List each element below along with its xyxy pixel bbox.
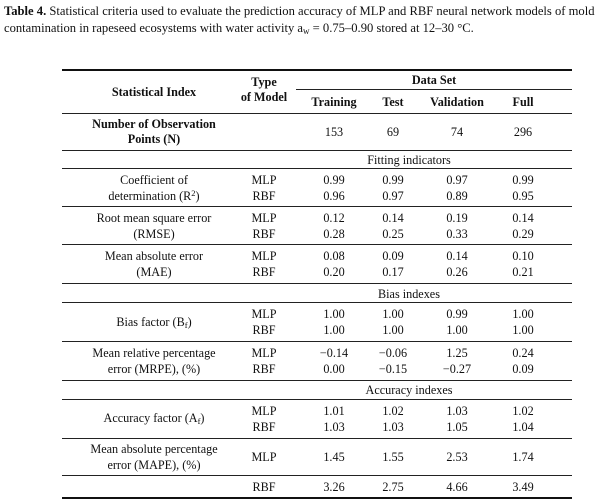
mae-label-line1: Mean absolute error [104,249,204,263]
header-data-set: Data Set [411,73,457,87]
row-rule [62,302,572,303]
data-set-underline [296,89,572,90]
table-top-rule [62,69,572,71]
mrpe-rbf-type: RBF [252,362,276,376]
bf-mlp-training: 1.00 [323,307,345,321]
mape-rbf-full: 3.49 [512,480,534,494]
af-mlp-validation: 1.03 [446,404,468,418]
r2-rbf-test: 0.97 [382,189,404,203]
mae-rbf-test: 0.17 [382,265,404,279]
af-rbf-validation: 1.05 [446,420,468,434]
bf-mlp-type: MLP [251,307,277,321]
r2-mlp-type: MLP [251,173,277,187]
mae-mlp-test: 0.09 [382,249,404,263]
mae-label-line2: (MAE) [136,265,172,279]
mrpe-label-line1: Mean relative percentage [92,346,216,360]
mae-rbf-type: RBF [252,265,276,279]
mrpe-mlp-test: −0.06 [378,346,408,360]
row-rule [62,206,572,207]
af-mlp-full: 1.02 [512,404,534,418]
af-mlp-training: 1.01 [323,404,345,418]
r2-label-line2: determination $(R^2)$ [108,188,200,203]
rmse-rbf-full: 0.29 [512,227,534,241]
rmse-rbf-validation: 0.33 [446,227,468,241]
r2-mlp-training: 0.99 [323,173,345,187]
mape-rbf-test: 2.75 [382,480,404,494]
rmse-rbf-test: 0.25 [382,227,404,241]
bf-rbf-type: RBF [252,323,276,337]
mae-rbf-validation: 0.26 [446,265,468,279]
section-fitting: Fitting indicators [367,153,451,167]
r2-mlp-validation: 0.97 [446,173,468,187]
mape-label-line1: Mean absolute percentage [90,442,218,456]
mape-rbf-training: 3.26 [323,480,345,494]
row-rule [62,475,572,476]
row-rule [62,438,572,439]
header-type-line1: Type [251,75,277,89]
r2-rbf-type: RBF [252,189,276,203]
observations-full: 296 [513,125,533,139]
row-rule [62,283,572,284]
bf-mlp-validation: 0.99 [446,307,468,321]
af-label: Accuracy factor $(A_f)$ [103,411,205,426]
mrpe-mlp-validation: 1.25 [446,346,468,360]
mape-mlp-validation: 2.53 [446,450,468,464]
observations-label-line1: Number of Observation [92,117,216,131]
bf-label: Bias factor $(B_f)$ [116,315,192,330]
af-mlp-test: 1.02 [382,404,404,418]
row-rule [62,150,572,151]
rmse-label-line2: (RMSE) [133,227,175,241]
row-rule [62,244,572,245]
rmse-mlp-validation: 0.19 [446,211,468,225]
mape-rbf-type: RBF [252,480,276,494]
caption-sub: w [303,26,310,36]
rmse-mlp-type: MLP [251,211,277,225]
r2-rbf-training: 0.96 [323,189,345,203]
bf-mlp-full: 1.00 [512,307,534,321]
mape-mlp-full: 1.74 [512,450,534,464]
row-rule [62,380,572,381]
mrpe-rbf-training: 0.00 [323,362,345,376]
af-mlp-type: MLP [251,404,277,418]
header-training: Training [311,95,357,109]
mrpe-label-line2: error (MRPE), (%) [107,362,201,376]
af-rbf-training: 1.03 [323,420,345,434]
mape-mlp-type: MLP [251,450,277,464]
table-label: Table 4. [4,4,47,18]
header-full: Full [512,95,534,109]
mae-rbf-full: 0.21 [512,265,534,279]
observations-validation: 74 [450,125,464,139]
mrpe-rbf-full: 0.09 [512,362,534,376]
caption-text: Statistical criteria used to evaluate the prediction accuracy of MLP and RBF neural network models of mold contamination in rapeseed ecosystems with water activity a [4,4,595,35]
observations-training: 153 [324,125,344,139]
rmse-mlp-full: 0.14 [512,211,534,225]
caption-text-end: = 0.75–0.90 stored at 12–30 °C. [309,21,474,35]
header-bottom-rule [62,113,572,114]
r2-label-line1: Coefficient of [120,173,188,187]
rmse-label-line1: Root mean square error [96,211,212,225]
mrpe-rbf-validation: −0.27 [442,362,472,376]
mrpe-mlp-full: 0.24 [512,346,534,360]
mrpe-rbf-test: −0.15 [378,362,408,376]
row-rule [62,399,572,400]
header-validation: Validation [430,95,484,109]
mae-rbf-training: 0.20 [323,265,345,279]
r2-rbf-validation: 0.89 [446,189,468,203]
af-rbf-test: 1.03 [382,420,404,434]
mape-rbf-validation: 4.66 [446,480,468,494]
observations-label-line2: Points (N) [127,132,181,146]
mae-mlp-full: 0.10 [512,249,534,263]
r2-mlp-full: 0.99 [512,173,534,187]
mape-mlp-training: 1.45 [323,450,345,464]
bf-rbf-validation: 1.00 [446,323,468,337]
r2-rbf-full: 0.95 [512,189,534,203]
mrpe-mlp-type: MLP [251,346,277,360]
header-test: Test [382,95,404,109]
rmse-rbf-type: RBF [252,227,276,241]
rmse-mlp-training: 0.12 [323,211,345,225]
af-rbf-full: 1.04 [512,420,534,434]
header-statistical-index: Statistical Index [111,85,197,99]
table-bottom-rule [62,497,572,499]
bf-rbf-full: 1.00 [512,323,534,337]
bf-rbf-test: 1.00 [382,323,404,337]
mae-mlp-type: MLP [251,249,277,263]
mae-mlp-validation: 0.14 [446,249,468,263]
af-rbf-type: RBF [252,420,276,434]
row-rule [62,341,572,342]
header-type-line2: of Model [240,90,288,104]
r2-mlp-test: 0.99 [382,173,404,187]
mae-mlp-training: 0.08 [323,249,345,263]
rmse-mlp-test: 0.14 [382,211,404,225]
mrpe-mlp-training: −0.14 [319,346,349,360]
observations-test: 69 [386,125,400,139]
table-caption [4,3,596,37]
bf-mlp-test: 1.00 [382,307,404,321]
section-accuracy: Accuracy indexes [365,383,453,397]
bf-rbf-training: 1.00 [323,323,345,337]
mape-mlp-test: 1.55 [382,450,404,464]
row-rule [62,168,572,169]
section-bias: Bias indexes [378,287,440,301]
mape-label-line2: error (MAPE), (%) [107,458,201,472]
rmse-rbf-training: 0.28 [323,227,345,241]
